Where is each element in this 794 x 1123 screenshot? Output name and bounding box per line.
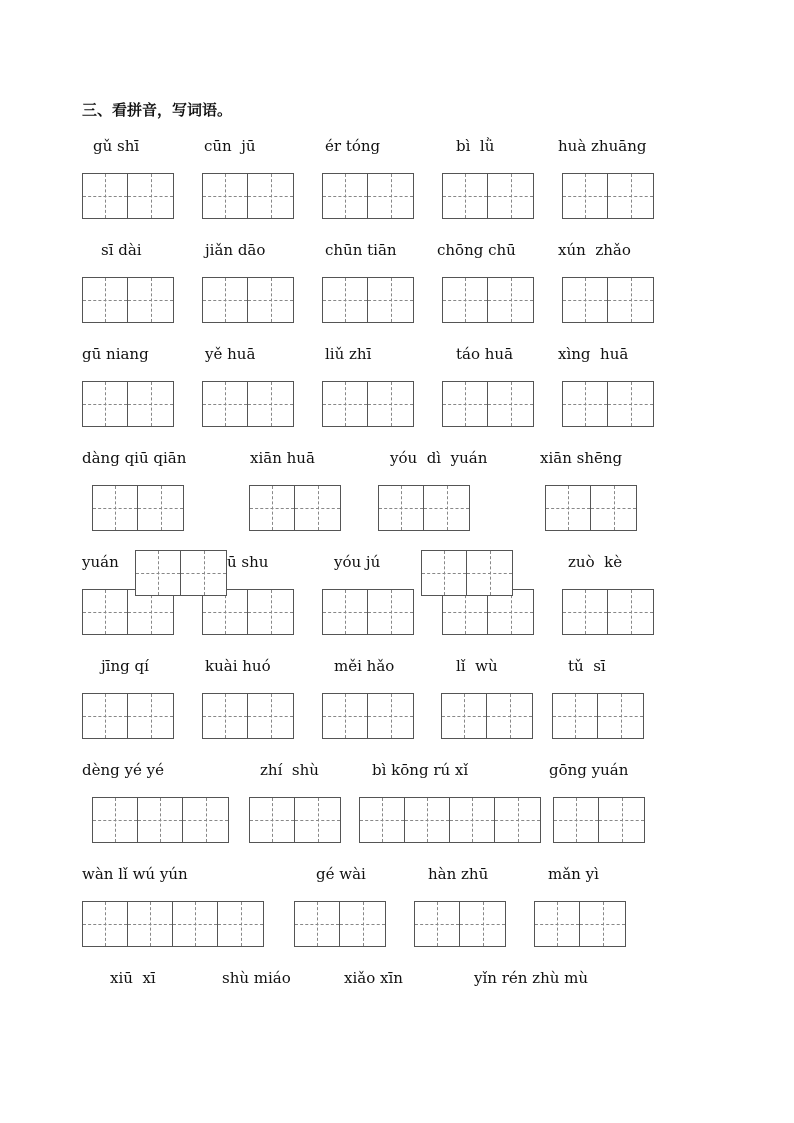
grid-cell[interactable]	[83, 590, 128, 634]
writing-grid[interactable]	[322, 381, 414, 427]
pinyin-label: xiū xī	[110, 969, 156, 987]
grid-cell[interactable]	[323, 278, 368, 322]
grid-cell[interactable]	[83, 694, 128, 738]
writing-grid[interactable]	[442, 381, 534, 427]
pinyin-label: xiān shēng	[540, 449, 623, 467]
pinyin-label: yě huā	[205, 345, 256, 363]
grid-cell[interactable]	[488, 382, 533, 426]
grid-cell[interactable]	[136, 551, 181, 595]
grid-cell[interactable]	[591, 486, 636, 530]
grid-cell[interactable]	[340, 902, 385, 946]
pinyin-label: chōng chū	[437, 241, 516, 259]
writing-grid[interactable]	[322, 277, 414, 323]
grid-cell[interactable]	[250, 798, 295, 842]
writing-grid[interactable]	[552, 693, 644, 739]
grid-cell[interactable]	[405, 798, 450, 842]
pinyin-label: kuài huó	[205, 657, 271, 675]
grid-cell[interactable]	[360, 798, 405, 842]
writing-grid[interactable]	[322, 173, 414, 219]
grid-cell[interactable]	[248, 694, 293, 738]
writing-grid[interactable]	[82, 381, 174, 427]
pinyin-label: bì lǜ	[456, 137, 495, 155]
grid-cell[interactable]	[83, 174, 128, 218]
writing-grid[interactable]	[82, 901, 264, 947]
pinyin-label: huà zhuāng	[558, 137, 647, 155]
pinyin-label: zuò kè	[568, 553, 623, 571]
writing-grid[interactable]	[82, 693, 174, 739]
pinyin-label: tǔ sī	[568, 657, 606, 675]
writing-grid[interactable]	[82, 277, 174, 323]
grid-cell[interactable]	[248, 590, 293, 634]
pinyin-label: yǐn rén zhù mù	[474, 969, 589, 987]
pinyin-label: xiān huā	[250, 449, 315, 467]
pinyin-label: měi hǎo	[334, 657, 395, 675]
writing-grid[interactable]	[414, 901, 506, 947]
grid-cell[interactable]	[138, 798, 183, 842]
writing-grid[interactable]	[202, 277, 294, 323]
grid-cell[interactable]	[535, 902, 580, 946]
pinyin-label: chūn tiān	[325, 241, 397, 259]
pinyin-label: gū niang	[82, 345, 149, 363]
grid-cell[interactable]	[443, 174, 488, 218]
writing-grid[interactable]	[294, 901, 386, 947]
pinyin-label: gé wài	[316, 865, 366, 883]
grid-cell[interactable]	[128, 694, 173, 738]
pinyin-label: lǐ wù	[456, 657, 498, 675]
grid-cell[interactable]	[218, 902, 263, 946]
grid-cell[interactable]	[203, 174, 248, 218]
grid-cell[interactable]	[250, 486, 295, 530]
grid-cell[interactable]	[563, 382, 608, 426]
grid-cell[interactable]	[488, 278, 533, 322]
writing-grid[interactable]	[92, 485, 184, 531]
writing-grid[interactable]	[545, 485, 637, 531]
pinyin-label: mǎn yì	[548, 865, 599, 883]
grid-cell[interactable]	[323, 174, 368, 218]
pinyin-label: xún zhǎo	[558, 241, 631, 259]
grid-cell[interactable]	[128, 278, 173, 322]
writing-grid[interactable]	[82, 173, 174, 219]
writing-grid[interactable]	[562, 277, 654, 323]
writing-grid[interactable]	[378, 485, 470, 531]
grid-cell[interactable]	[368, 694, 413, 738]
grid-cell[interactable]	[443, 382, 488, 426]
pinyin-label: ū shu	[227, 553, 269, 571]
pinyin-label: zhí shù	[260, 761, 319, 779]
writing-grid[interactable]	[442, 277, 534, 323]
pinyin-label: wàn lǐ wú yún	[82, 865, 188, 883]
pinyin-label: gǔ shī	[93, 137, 140, 155]
grid-cell[interactable]	[295, 902, 340, 946]
grid-cell[interactable]	[368, 382, 413, 426]
writing-grid[interactable]	[249, 485, 341, 531]
grid-cell[interactable]	[128, 902, 173, 946]
grid-cell[interactable]	[173, 902, 218, 946]
grid-cell[interactable]	[442, 694, 487, 738]
grid-cell[interactable]	[563, 278, 608, 322]
grid-cell[interactable]	[487, 694, 532, 738]
pinyin-label: yóu dì yuán	[390, 449, 488, 467]
pinyin-label: xìng huā	[558, 345, 629, 363]
writing-grid[interactable]	[322, 589, 414, 635]
grid-cell[interactable]	[93, 486, 138, 530]
grid-cell[interactable]	[608, 174, 653, 218]
grid-cell[interactable]	[379, 486, 424, 530]
grid-cell[interactable]	[599, 798, 644, 842]
pinyin-label: jiǎn dāo	[205, 241, 266, 259]
grid-cell[interactable]	[563, 590, 608, 634]
pinyin-label: cūn jū	[204, 137, 256, 155]
pinyin-label: jīng qí	[101, 657, 149, 675]
grid-cell[interactable]	[138, 486, 183, 530]
grid-cell[interactable]	[83, 382, 128, 426]
writing-grid[interactable]	[553, 797, 645, 843]
writing-grid-overlay[interactable]	[135, 550, 227, 596]
writing-grid[interactable]	[562, 381, 654, 427]
grid-cell[interactable]	[128, 174, 173, 218]
grid-cell[interactable]	[203, 382, 248, 426]
grid-cell[interactable]	[422, 551, 467, 595]
section-title: 三、看拼音，写词语。	[82, 101, 233, 119]
pinyin-label: shù miáo	[222, 969, 291, 987]
grid-cell[interactable]	[295, 486, 340, 530]
grid-cell[interactable]	[323, 590, 368, 634]
grid-cell[interactable]	[598, 694, 643, 738]
grid-cell[interactable]	[323, 694, 368, 738]
writing-grid[interactable]	[202, 693, 294, 739]
grid-cell[interactable]	[488, 590, 533, 634]
writing-grid[interactable]	[562, 589, 654, 635]
pinyin-label: ér tóng	[325, 137, 381, 155]
writing-grid[interactable]	[534, 901, 626, 947]
pinyin-label: táo huā	[456, 345, 514, 363]
grid-cell[interactable]	[488, 174, 533, 218]
grid-cell[interactable]	[128, 590, 173, 634]
grid-cell[interactable]	[554, 798, 599, 842]
grid-cell[interactable]	[368, 278, 413, 322]
grid-cell[interactable]	[295, 798, 340, 842]
pinyin-label: hàn zhū	[428, 865, 489, 883]
grid-cell[interactable]	[248, 278, 293, 322]
grid-cell[interactable]	[83, 902, 128, 946]
writing-grid[interactable]	[322, 693, 414, 739]
pinyin-label: liǔ zhī	[325, 345, 372, 363]
grid-cell[interactable]	[467, 551, 512, 595]
grid-cell[interactable]	[203, 694, 248, 738]
writing-grid-overlay[interactable]	[421, 550, 513, 596]
pinyin-label: sī dài	[101, 241, 142, 259]
writing-grid[interactable]	[92, 797, 229, 843]
grid-cell[interactable]	[495, 798, 540, 842]
grid-cell[interactable]	[323, 382, 368, 426]
grid-cell[interactable]	[608, 278, 653, 322]
grid-cell[interactable]	[93, 798, 138, 842]
grid-cell[interactable]	[248, 174, 293, 218]
grid-cell[interactable]	[460, 902, 505, 946]
writing-grid[interactable]	[202, 381, 294, 427]
pinyin-label: xiǎo xīn	[344, 969, 403, 987]
writing-grid[interactable]	[202, 173, 294, 219]
grid-cell[interactable]	[608, 382, 653, 426]
grid-cell[interactable]	[248, 382, 293, 426]
grid-cell[interactable]	[608, 590, 653, 634]
grid-cell[interactable]	[368, 174, 413, 218]
grid-cell[interactable]	[368, 590, 413, 634]
writing-grid[interactable]	[562, 173, 654, 219]
grid-cell[interactable]	[553, 694, 598, 738]
grid-cell[interactable]	[424, 486, 469, 530]
grid-cell[interactable]	[443, 278, 488, 322]
grid-cell[interactable]	[580, 902, 625, 946]
grid-cell[interactable]	[181, 551, 226, 595]
pinyin-label: bì kōng rú xǐ	[372, 761, 469, 779]
grid-cell[interactable]	[183, 798, 228, 842]
grid-cell[interactable]	[415, 902, 460, 946]
writing-grid[interactable]	[441, 693, 533, 739]
pinyin-label: yuán	[82, 553, 119, 571]
grid-cell[interactable]	[128, 382, 173, 426]
grid-cell[interactable]	[546, 486, 591, 530]
writing-grid[interactable]	[442, 173, 534, 219]
pinyin-label: dàng qiū qiān	[82, 449, 187, 467]
grid-cell[interactable]	[450, 798, 495, 842]
pinyin-label: gōng yuán	[549, 761, 629, 779]
grid-cell[interactable]	[443, 590, 488, 634]
grid-cell[interactable]	[203, 278, 248, 322]
pinyin-label: yóu jú	[334, 553, 381, 571]
grid-cell[interactable]	[83, 278, 128, 322]
writing-grid[interactable]	[359, 797, 541, 843]
grid-cell[interactable]	[203, 590, 248, 634]
pinyin-label: dèng yé yé	[82, 761, 164, 779]
grid-cell[interactable]	[563, 174, 608, 218]
writing-grid[interactable]	[249, 797, 341, 843]
